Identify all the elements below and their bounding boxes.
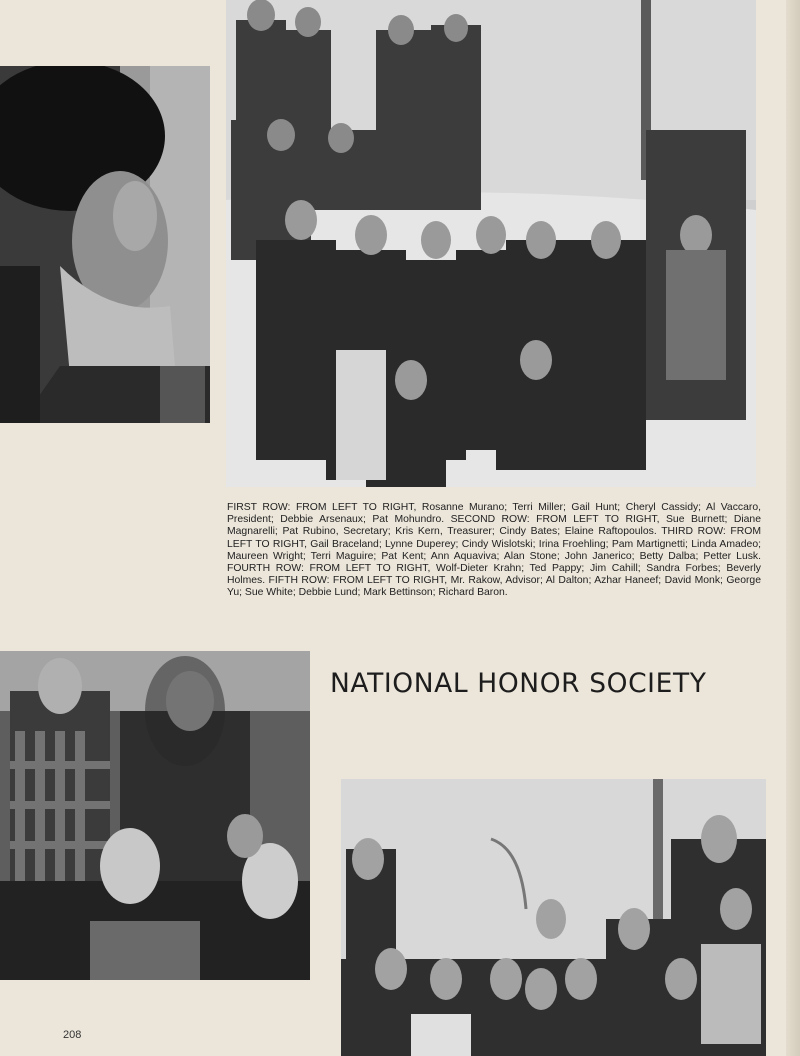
page-number: 208 (63, 1029, 82, 1041)
photo-group-main (226, 0, 756, 487)
photo-group-lower-right (341, 779, 766, 1056)
section-title: NATIONAL HONOR SOCIETY (330, 668, 707, 699)
photo-caption: FIRST ROW: FROM LEFT TO RIGHT, Rosanne Murano; Terri Miller; Gail Hunt; Cheryl Cassidy; Al Vaccaro, President; Debbie Arsenaux; Pat Mohundro. SECOND ROW: FROM LEFT TO RIGHT, Sue Burnett; Diane Magnarelli; Pat Rubino, Secretary; Kris Kern, Treasurer; Cindy Bates; Elaine Raftopoulos. THIRD ROW: FROM LEFT TO RIGHT, Gail Braceland; Lynne Duperey; Cindy Wislotski; Irina Froehling; Pam Martignetti; Linda Amadeo; Maureen Wright; Terri Maguire; Pat Kent; Ann Aquaviva; Alan Stone; John Janerico; Betty Dalba; Petter Lusk. FOURTH ROW: FROM LEFT TO RIGHT, Wolf-Dieter Krahn; Ted Pappy; Jim Cahill; Sandra Forbes; Beverly Holmes. FIFTH ROW: FROM LEFT TO RIGHT, Mr. Rakow, Advisor; Al Dalton; Azhar Haneef; David Monk; George Yu; Sue White; Debbie Lund; Mark Bettinson; Richard Baron. (227, 502, 761, 599)
page-edge (786, 0, 800, 1056)
photo-group-lower-left (0, 651, 310, 980)
photo-pensive-student (0, 66, 210, 423)
